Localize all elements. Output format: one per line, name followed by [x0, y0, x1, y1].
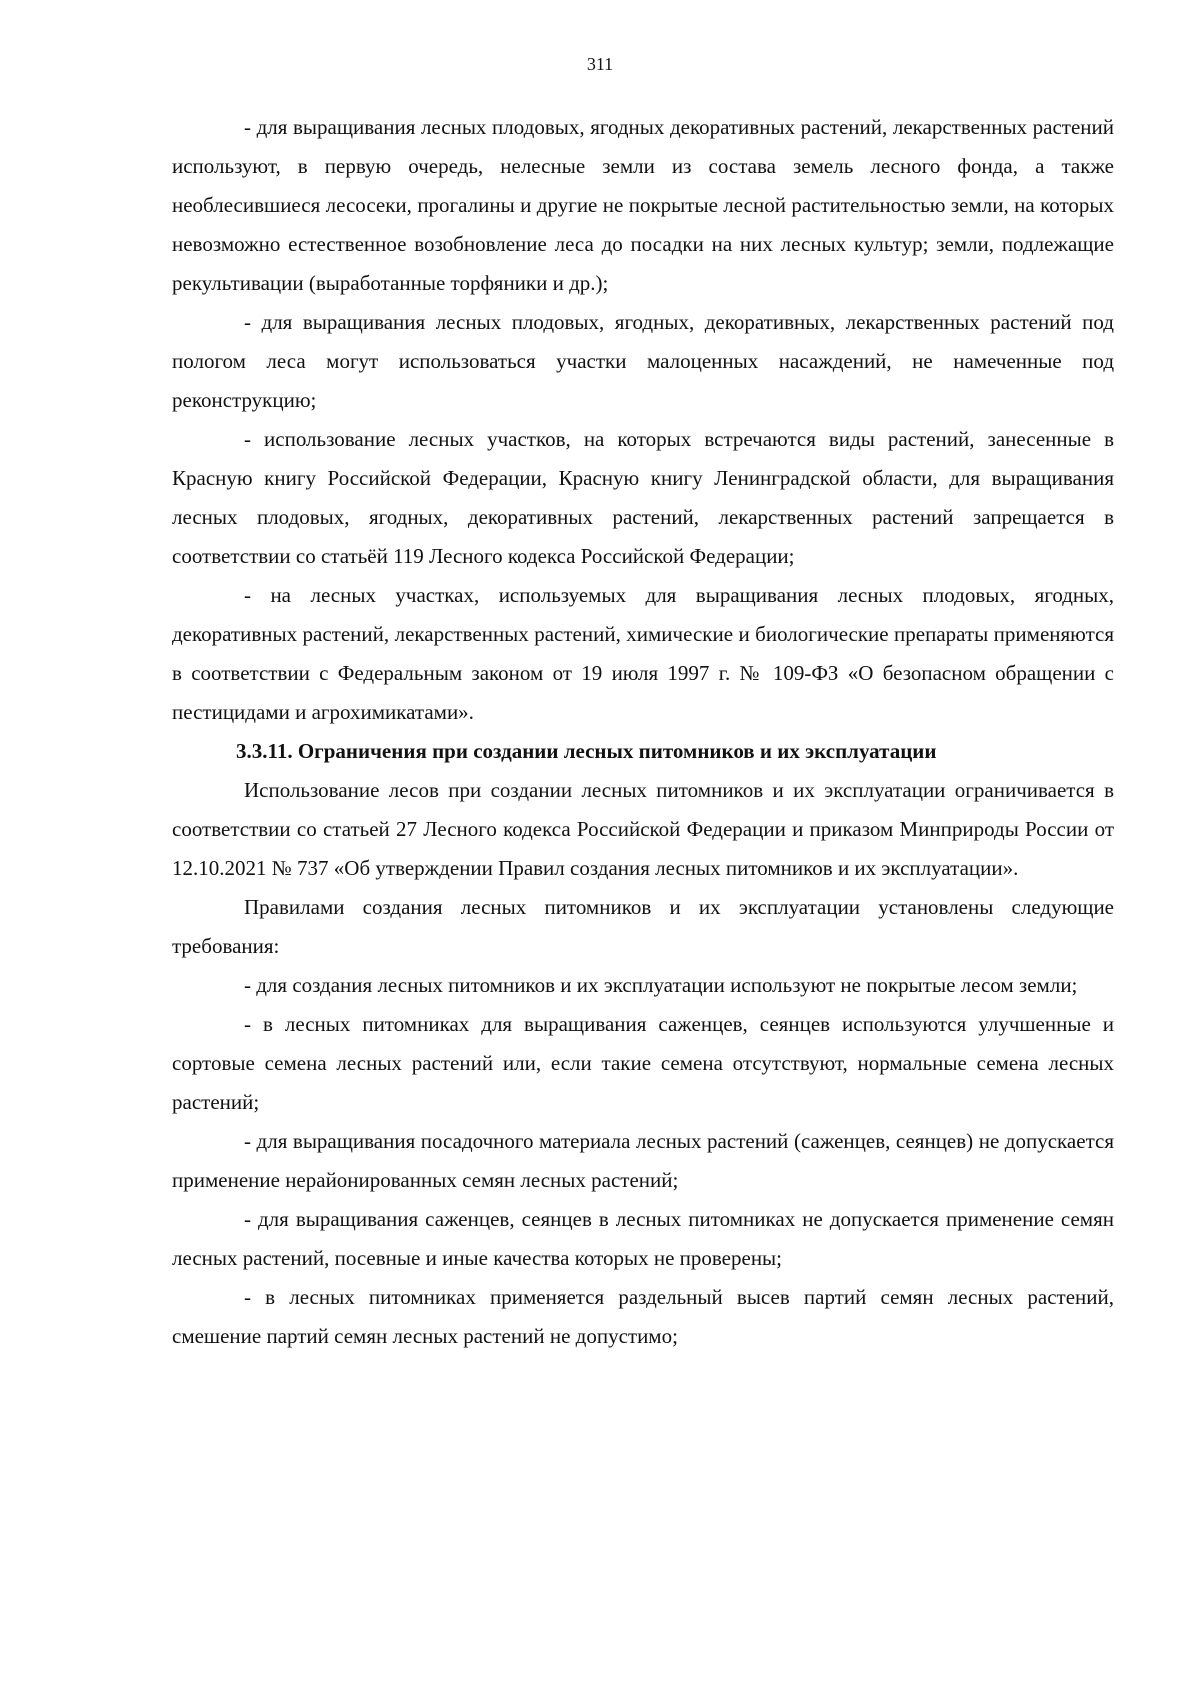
paragraph: Правилами создания лесных питомников и их эксплуатации установлены следующие требования:: [172, 895, 1114, 958]
paragraph: - на лесных участках, используемых для выращивания лесных плодовых, ягодных, декоративных растений, лекарственных растений, химические и биологические препараты применяются в соответствии с Федеральным законом от 19 июля 1997 г. № 109-ФЗ «О безопасном обращении с пестицидами и агрохимикатами».: [172, 583, 1114, 724]
paragraph: - для выращивания лесных плодовых, ягодных декоративных растений, лекарственных растений используют, в первую очередь, нелесные земли из состава земель лесного фонда, а также необлесившиеся лесосеки, прогалины и другие не покрытые лесной растительностью земли, на которых невозможно естественное возобновление леса до посадки на них лесных культур; земли, подлежащие рекультивации (выработанные торфяники и др.);: [172, 115, 1114, 295]
paragraph: - в лесных питомниках для выращивания саженцев, сеянцев используются улучшенные и сортовые семена лесных растений или, если такие семена отсутствуют, нормальные семена лесных растений;: [172, 1012, 1114, 1114]
paragraph: - использование лесных участков, на которых встречаются виды растений, занесенные в Красную книгу Российской Федерации, Красную книгу Ленинградской области, для выращивания лесных плодовых, ягодных, декоративных растений, лекарственных растений запрещается в соответствии со статьёй 119 Лесного кодекса Российской Федерации;: [172, 427, 1114, 568]
section-heading: 3.3.11. Ограничения при создании лесных питомников и их эксплуатации: [236, 739, 937, 763]
paragraph: - для создания лесных питомников и их эксплуатации используют не покрытые лесом земли;: [244, 973, 1078, 997]
paragraph: - для выращивания посадочного материала лесных растений (саженцев, сеянцев) не допускается применение нерайонированных семян лесных растений;: [172, 1129, 1114, 1192]
paragraph: - для выращивания саженцев, сеянцев в лесных питомниках не допускается применение семян лесных растений, посевные и иные качества которых не проверены;: [172, 1207, 1114, 1270]
paragraph: Использование лесов при создании лесных питомников и их эксплуатации ограничивается в соответствии со статьей 27 Лесного кодекса Российской Федерации и приказом Минприроды России от 12.10.2021 № 737 «Об утверждении Правил создания лесных питомников и их эксплуатации».: [172, 778, 1114, 880]
page-content: [172, 108, 1114, 1356]
page-number: 311: [586, 54, 614, 74]
paragraph: - для выращивания лесных плодовых, ягодных, декоративных, лекарственных растений под пологом леса могут использоваться участки малоценных насаждений, не намеченные под реконструкцию;: [172, 310, 1114, 412]
paragraph: - в лесных питомниках применяется раздельный высев партий семян лесных растений, смешение партий семян лесных растений не допустимо;: [172, 1285, 1114, 1348]
